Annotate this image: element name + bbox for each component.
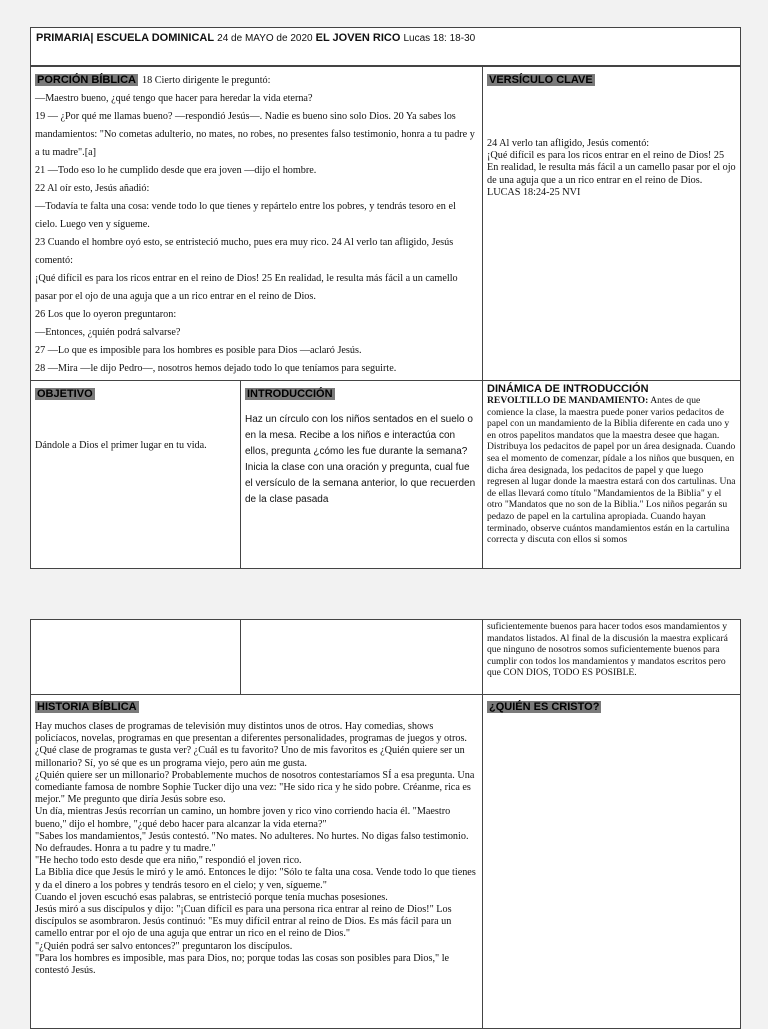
page-1 bbox=[30, 27, 741, 569]
quien-heading: ¿QUIÉN ES CRISTO? bbox=[489, 701, 600, 713]
historia-biblica-cell bbox=[30, 694, 483, 1029]
objetivo-text: Dándole a Dios el primer lugar en tu vida. bbox=[35, 440, 207, 451]
dinamica-body bbox=[487, 395, 736, 546]
historia-text: Hay muchos clases de programas de televisión muy distintos unos de otros. Hay comedias, shows policíacos, novelas, programas en que presentan a diferentes personalidades, programas de juegos y otros. ¿Qué clase de programas te gusta ver? ¿Cuál es tu favorito? Uno de mis favoritos es ¿Quién quiere ser un millonario? Sí, yo sé que es un programa viejo, pero aún me gusta. ¿Quién quiere ser un millonario? Probablemente muchos de nosotros contestaríamos SÍ a esa pregunta. Una comediante famosa de nombre Sophie Tucker dijo una vez: "He sido rica y he sido pobre. Créanme, rica es mejor." Me pregunto que diría Jesús sobre eso. Un día, mientras Jesús recorrían un camino, un hombre joven y rico vino corriendo hacia él. "Maestro bueno," dijo el hombre, "¿qué debo hacer para alcanzar la vida eterna?" "Sabes los mandamientos," Jesús contestó. "No mates. No adulteres. No hurtes. No digas falso testimonio. No defraudes. Honra a tu padre y tu madre." "He hecho todo esto desde que era niño," respondió el joven rico. La Biblia dice que Jesús le miró y le amó. Entonces le dijo: "Sólo te falta una cosa. Vende todo lo que tienes y da el dinero a los pobres y tendrás tesoro en el cielo; y ven, sígueme." Cuando el joven escuchó esas palabras, se entristeció porque tenía muchas posesiones. Jesús miró a sus discípulos y dijo: "¡Cuan difícil es para una persona rica entrar al reino de Dios!" Los discípulos se asombraron. Jesús continuó: "Es muy difícil entrar al reino de Dios. Es más fácil para un camello entrar por el ojo de una aguja que entrar un rico en el reino de Dios." "¿Quién podrá ser salvo entonces?" preguntaron los discípulos. "Para los hombres es imposible, mas para Dios, no; porque todas las cosas son posibles para Dios," le contestó Jesús. bbox=[35, 721, 476, 977]
dinamica-cell bbox=[482, 380, 741, 569]
dinamica-heading: DINÁMICA DE INTRODUCCIÓN bbox=[487, 383, 649, 395]
page-2 bbox=[30, 619, 741, 1029]
quien-es-cristo-cell bbox=[482, 694, 741, 1029]
objetivo-heading: OBJETIVO bbox=[37, 388, 93, 400]
versiculo-text: 24 Al verlo tan afligido, Jesús comentó: ¡Qué difícil es para los ricos entrar en el reino de Dios! 25 En realidad, le resulta más fácil a un camello pasar por el ojo de una aguja que a un rico entrar en el reino de Dios. LUCAS 18:24-25 NVI bbox=[487, 138, 736, 198]
objetivo-cell bbox=[30, 380, 241, 569]
title-row bbox=[30, 27, 741, 66]
historia-heading: HISTORIA BÍBLICA bbox=[37, 701, 137, 713]
introduccion-heading: INTRODUCCIÓN bbox=[247, 388, 333, 400]
dinamica-continuation-text: suficientemente buenos para hacer todos esos mandamientos y mandatos listados. Al final de la discusión la maestra explicará que ninguno de nosotros somos suficientemente buenos para cumplir con todos los mandamientos y mandatos escritos pero que CON DIOS, TODO ES POSIBLE. bbox=[487, 621, 731, 679]
versiculo-heading: VERSÍCULO CLAVE bbox=[489, 74, 593, 86]
introduccion-cell bbox=[240, 380, 483, 569]
date-label: 24 de MAYO de 2020 bbox=[217, 33, 313, 44]
introduccion-text: Haz un círculo con los niños sentados en el suelo o en la mesa. Recibe a los niños e interactúa con ellos, pregunta ¿cómo les fue durante la semana? Inicia la clase con una oración y pregunta, cual fue el versículo de la semana anterior, lo que recuerden de la clase pasada bbox=[245, 414, 476, 505]
empty-cell-left bbox=[30, 619, 241, 695]
escuela-label: ESCUELA DOMINICAL bbox=[96, 32, 215, 44]
lesson-title: EL JOVEN RICO bbox=[315, 32, 401, 44]
scripture-ref: Lucas 18: 18-30 bbox=[403, 33, 476, 44]
dinamica-continuation-cell bbox=[482, 619, 741, 695]
porcion-biblica-cell bbox=[30, 66, 483, 381]
primaria-label: PRIMARIA| bbox=[36, 32, 94, 44]
porcion-heading: PORCIÓN BÍBLICA bbox=[37, 74, 136, 86]
dinamica-subheading: REVOLTILLO DE MANDAMIENTO: bbox=[487, 395, 649, 406]
versiculo-clave-cell bbox=[482, 66, 741, 381]
porcion-text: 18 Cierto dirigente le preguntó: —Maestro bueno, ¿qué tengo que hacer para heredar la vida eterna? 19 — ¿Por qué me llamas bueno? —respondió Jesús—. Nadie es bueno sino solo Dios. 20 Ya sabes los mandamientos: "No cometas adulterio, no mates, no robes, no presentes falso testimonio, honra a tu padre y a tu madre".[a] 21 —Todo eso lo he cumplido desde que era joven —dijo el hombre. 22 Al oír esto, Jesús añadió: —Todavía te falta una cosa: vende todo lo que tienes y repártelo entre los pobres, y tendrás tesoro en el cielo. Luego ven y sígueme. 23 Cuando el hombre oyó esto, se entristeció mucho, pues era muy rico. 24 Al verlo tan afligido, Jesús comentó: ¡Qué difícil es para los ricos entrar en el reino de Dios! 25 En realidad, le resulta más fácil a un camello pasar por el ojo de una aguja que a un rico entrar en el reino de Dios. 26 Los que lo oyeron preguntaron: —Entonces, ¿quién podrá salvarse? 27 —Lo que es imposible para los hombres es posible para Dios —aclaró Jesús. 28 —Mira —le dijo Pedro—, nosotros hemos dejado todo lo que teníamos para seguirte. bbox=[35, 75, 475, 374]
dinamica-text: Antes de que comience la clase, la maestra puede poner varios pedacitos de papel con un mandamiento de la Biblia diferente en cada uno y en otros papelitos mandatos que la maestra desee que hagan. Distribuya los pedacitos de papel por un área designada. Cuando sea el momento de comenzar, pídale a los niños que busquen, en dicha área designada, los pedacitos de papel y que luego regresen al lugar donde la maestra estará con dos cartulinas. Una de ellas llevará como título "Mandamientos de la Biblia" y el otro "Mandatos que no son de la Biblia." Los niños pegarán su pedazo de papel en la cartulina apropiada. Cuando hayan terminado, observe cuántos mandamientos están en la cartulina correcta y discuta con ellos si somos bbox=[487, 395, 738, 546]
empty-cell-middle bbox=[240, 619, 483, 695]
